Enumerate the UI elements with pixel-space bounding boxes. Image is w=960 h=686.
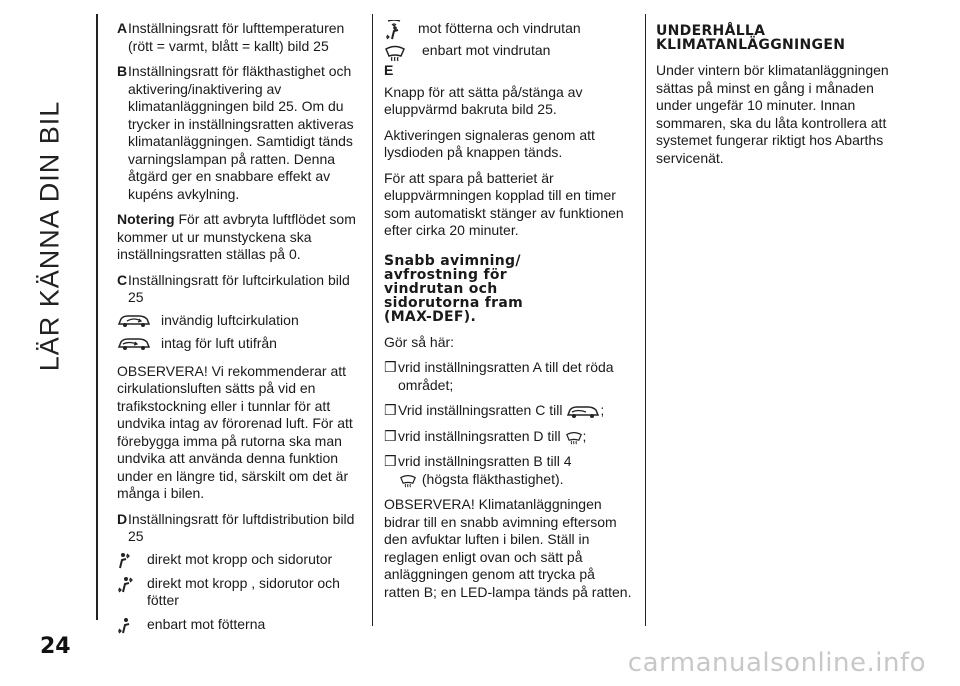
column-2 — [384, 20, 634, 609]
item-c — [117, 272, 357, 307]
item-text: Inställningsratt för lufttemperaturen (rött = varmt, blått = kallt) bild 25 — [128, 20, 345, 54]
dist-feet-windscreen-text: mot fötterna och vindrutan — [418, 20, 581, 36]
step-2-text: Vrid inställningsratten C till — [398, 402, 563, 418]
note-paragraph — [117, 211, 357, 264]
dist-feet-windscreen-row — [384, 20, 634, 40]
checkbox-bullet-icon: ❒ — [384, 453, 397, 469]
maintenance-text: Under vintern bör klimatanläggningen sättas på minst en gång i månaden under ungefär 10 minuter. Innan sommaren, ska du låta kontrollera att systemet fungerar riktigt hos Abarths servicenät. — [656, 62, 889, 166]
step-1 — [384, 359, 634, 394]
footer-watermark[interactable]: carmanualsonline.info — [627, 648, 926, 678]
item-letter: D — [117, 510, 128, 527]
recirc-inside-text: invändig luftcirkulation — [161, 311, 299, 328]
airflow-body-feet-icon — [117, 575, 147, 593]
item-text: Inställningsratt för luftcirkulation bild 25 — [128, 271, 350, 305]
item-a — [117, 20, 357, 55]
checkbox-bullet-icon: ❒ — [384, 359, 397, 375]
step-3: ❒ vrid inställningsratten D till ; — [384, 427, 587, 444]
maintenance-heading: UNDERHÅLLA KLIMATANLÄGGNINGEN — [656, 23, 846, 53]
recirc-outside-text: intag för luft utifrån — [161, 335, 277, 351]
note-text: För att avbryta luftflödet som kommer ut ur munstyckena ska inställningsratten ställas på 0. — [117, 211, 356, 262]
airflow-body-icon — [117, 551, 147, 569]
e-paragraph-2: Aktiveringen signaleras genom att lysdioden på knappen tänds. — [384, 126, 595, 160]
checkbox-bullet-icon: ❒ — [384, 427, 397, 444]
item-b — [117, 63, 357, 203]
item-text: Inställningsratt för fläkthastighet och aktivering/inaktivering av klimatanläggningen bild 25. Om du trycker in inställningsratten aktiveras klimatanläggningen. Samtidigt tänds varningslampan på ratten. Denna åtgärd ger en snabbare effekt av kupéns avkylning. — [128, 63, 354, 202]
dist-body-feet-row — [117, 575, 357, 610]
car-outside-air-icon — [566, 403, 600, 419]
e-paragraph-1: Knapp för att sätta på/stänga av eluppvärmd bakruta bild 25. — [384, 83, 583, 117]
car-recirculation-icon — [117, 312, 161, 328]
dist-windscreen-row — [384, 42, 634, 62]
item-text: Inställningsratt för luftdistribution bild 25 — [128, 510, 355, 544]
windscreen-defrost-icon — [565, 429, 583, 445]
item-letter: A — [117, 20, 128, 36]
step-4 — [384, 453, 634, 488]
section-side-title: LÄR KÄNNA DIN BIL — [34, 100, 65, 372]
dist-body-feet-text: direkt mot kropp , sidorutor och fötter — [147, 574, 340, 608]
dist-feet-row — [117, 616, 357, 634]
column-divider-2 — [645, 14, 646, 626]
intro-text: Gör så här: — [384, 333, 455, 350]
e-paragraph-3: För att spara på batteriet är eluppvärmningen kopplad till en timer som automatiskt stänger av funktionen efter cirka 20 minuter. — [384, 169, 624, 238]
step-2: ❒ Vrid inställningsratten C till ; — [384, 402, 605, 418]
dist-body-row — [117, 551, 357, 569]
airflow-feet-windscreen-icon — [384, 20, 418, 40]
column-3 — [656, 20, 896, 175]
step-1-text: vrid inställningsratten A till det röda området; — [398, 359, 614, 393]
dist-body-text: direkt mot kropp och sidorutor — [147, 550, 333, 567]
item-letter: B — [117, 63, 128, 79]
checkbox-bullet-icon: ❒ — [384, 402, 397, 418]
car-outside-air-icon — [117, 335, 161, 351]
step-4-suffix: (högsta fläkthastighet). — [421, 470, 564, 487]
item-e-letter: E — [384, 62, 394, 78]
column-divider-1 — [372, 14, 373, 626]
windscreen-defrost-icon — [384, 42, 422, 62]
observera-paragraph-2: OBSERVERA! Klimatanläggningen bidrar till en snabb avimning eftersom den avfuktar luften i bilen. Ställ in reglagen enligt ovan och sätt på anläggningen genom att trycka på ratten B; en LED-lampa tänds på ratten. — [384, 496, 632, 600]
note-label: Notering — [117, 211, 175, 227]
column-1 — [117, 20, 357, 640]
side-divider — [96, 14, 98, 620]
fan-speed-icon — [398, 472, 418, 488]
page-number: 24 — [40, 634, 71, 659]
maxdef-heading: Snabb avimning/ avfrostning för vindrutan och sidorutorna fram (MAX-DEF). — [384, 252, 523, 325]
item-letter: C — [117, 271, 128, 288]
airflow-feet-icon — [117, 616, 147, 634]
dist-feet-text: enbart mot fötterna — [147, 615, 266, 632]
recirc-outside-row — [117, 335, 357, 353]
step-3-text: vrid inställningsratten D till — [398, 427, 561, 444]
recirc-inside-row — [117, 312, 357, 330]
observera-paragraph: OBSERVERA! Vi rekommenderar att cirkulationsluften sätts på vid en trafikstockning eller i tunnlar för att undvika intag av förorenad luft. För att förebygga imma på rutorna ska man undvika att använda denna funktion under en längre tid, särskilt om det är många i bilen. — [117, 362, 353, 501]
item-d — [117, 511, 357, 546]
dist-windscreen-text: enbart mot vindrutan — [422, 42, 551, 58]
step-4-text: vrid inställningsratten B till 4 — [398, 453, 572, 469]
